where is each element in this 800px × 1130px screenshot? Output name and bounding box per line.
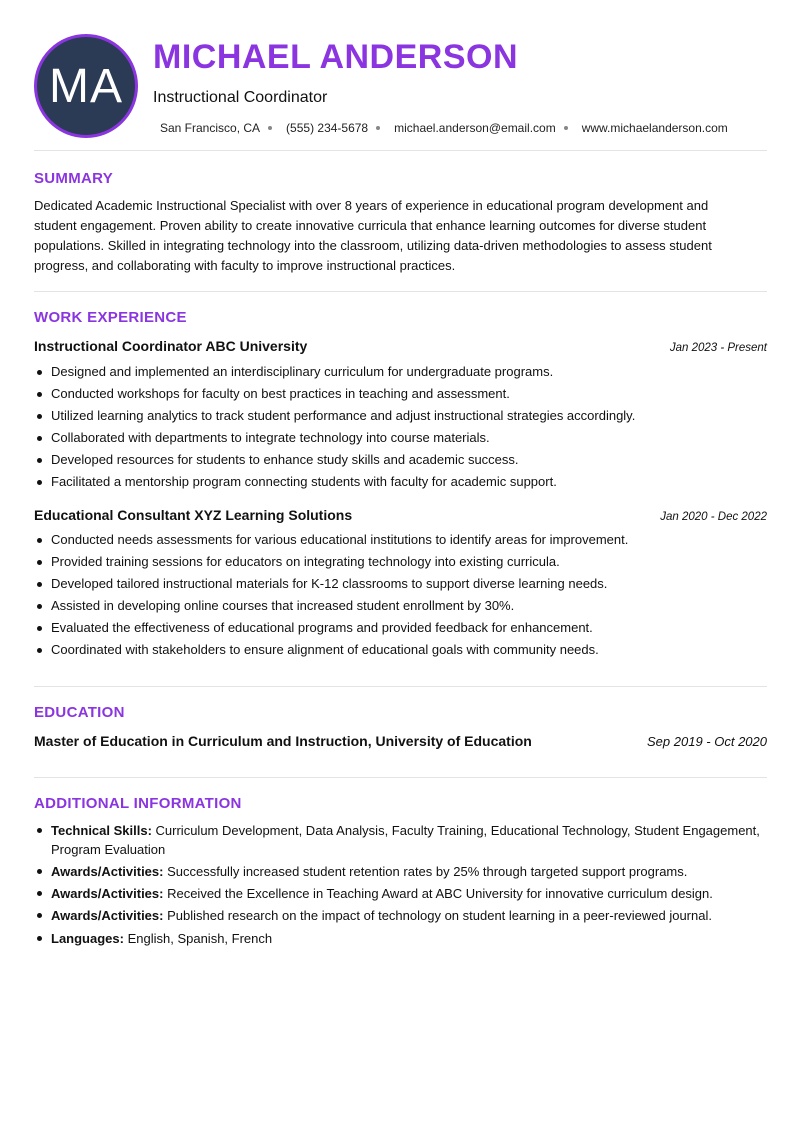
contact-website[interactable]: www.michaelanderson.com — [581, 121, 728, 135]
item-label: Languages: — [51, 931, 124, 946]
job-header — [34, 507, 767, 523]
separator-dot-icon — [376, 126, 380, 130]
additional-info-heading: ADDITIONAL INFORMATION — [34, 795, 242, 812]
education-heading: EDUCATION — [34, 704, 125, 721]
item-text: Received the Excellence in Teaching Award at ABC University for innovative curriculum design. — [163, 886, 713, 901]
list-item — [34, 821, 767, 859]
job-header — [34, 338, 767, 354]
job-title: Instructional Coordinator ABC University — [34, 338, 308, 354]
list-item — [34, 862, 767, 881]
list-item: Conducted needs assessments for various educational institutions to identify areas for improvement. — [34, 529, 767, 551]
summary-heading: SUMMARY — [34, 170, 114, 187]
separator-dot-icon — [564, 126, 568, 130]
additional-info-list — [34, 821, 767, 951]
divider — [34, 777, 767, 778]
job-title: Educational Consultant XYZ Learning Solutions — [34, 507, 353, 523]
item-label: Technical Skills: — [51, 823, 152, 838]
contact-location: San Francisco, CA — [160, 121, 261, 135]
job-bullets — [34, 529, 767, 661]
education-dates: Sep 2019 - Oct 2020 — [647, 734, 767, 749]
divider — [34, 686, 767, 687]
job-dates: Jan 2023 - Present — [669, 342, 767, 354]
divider — [34, 291, 767, 292]
avatar-initials: MA — [49, 59, 123, 113]
list-item: Coordinated with stakeholders to ensure alignment of educational goals with community needs. — [34, 639, 767, 661]
divider — [34, 150, 767, 151]
job-dates: Jan 2020 - Dec 2022 — [660, 511, 767, 523]
list-item: Facilitated a mentorship program connecting students with faculty for academic support. — [34, 471, 767, 493]
contact-email[interactable]: michael.anderson@email.com — [394, 121, 556, 135]
candidate-name: MICHAEL ANDERSON — [153, 38, 519, 76]
job-bullets — [34, 361, 767, 493]
list-item: Conducted workshops for faculty on best practices in teaching and assessment. — [34, 383, 767, 405]
item-label: Awards/Activities: — [51, 908, 164, 923]
item-text: English, Spanish, French — [123, 931, 273, 946]
list-item: Utilized learning analytics to track student performance and adjust instructional strategies accordingly. — [34, 405, 767, 427]
list-item: Collaborated with departments to integrate technology into course materials. — [34, 427, 767, 449]
list-item — [34, 929, 767, 948]
contact-line — [160, 121, 728, 135]
list-item: Assisted in developing online courses that increased student enrollment by 30%. — [34, 595, 767, 617]
summary-text: Dedicated Academic Instructional Specialist with over 8 years of experience in educational program development and student engagement. Proven ability to create innovative curricula that enhance learning outcomes for diverse student populations. Skilled in integrating technology into the classroom, utilizing data-driven methodologies to assess student progress, and collaborating with faculty to improve instructional practices. — [34, 198, 712, 273]
degree: Master of Education in Curriculum and Instruction, University of Education — [34, 733, 532, 749]
work-experience-heading: WORK EXPERIENCE — [34, 309, 187, 326]
item-text: Curriculum Development, Data Analysis, Faculty Training, Educational Technology, Student Engagement, Program Evaluation — [51, 823, 760, 857]
item-text: Published research on the impact of technology on student learning in a peer-reviewed journal. — [163, 908, 712, 923]
education-entry — [34, 733, 767, 749]
list-item: Provided training sessions for educators on integrating technology into existing curricula. — [34, 551, 767, 573]
list-item: Designed and implemented an interdisciplinary curriculum for undergraduate programs. — [34, 361, 767, 383]
item-text: Successfully increased student retention rates by 25% through targeted support programs. — [163, 864, 688, 879]
item-label: Awards/Activities: — [51, 864, 164, 879]
contact-phone[interactable]: (555) 234-5678 — [286, 121, 369, 135]
separator-dot-icon — [268, 126, 272, 130]
item-label: Awards/Activities: — [51, 886, 164, 901]
list-item: Evaluated the effectiveness of educational programs and provided feedback for enhancement. — [34, 617, 767, 639]
list-item: Developed tailored instructional materials for K-12 classrooms to support diverse learning needs. — [34, 573, 767, 595]
candidate-role: Instructional Coordinator — [153, 89, 328, 106]
list-item — [34, 906, 767, 925]
list-item — [34, 884, 767, 903]
avatar — [34, 34, 138, 138]
list-item: Developed resources for students to enhance study skills and academic success. — [34, 449, 767, 471]
